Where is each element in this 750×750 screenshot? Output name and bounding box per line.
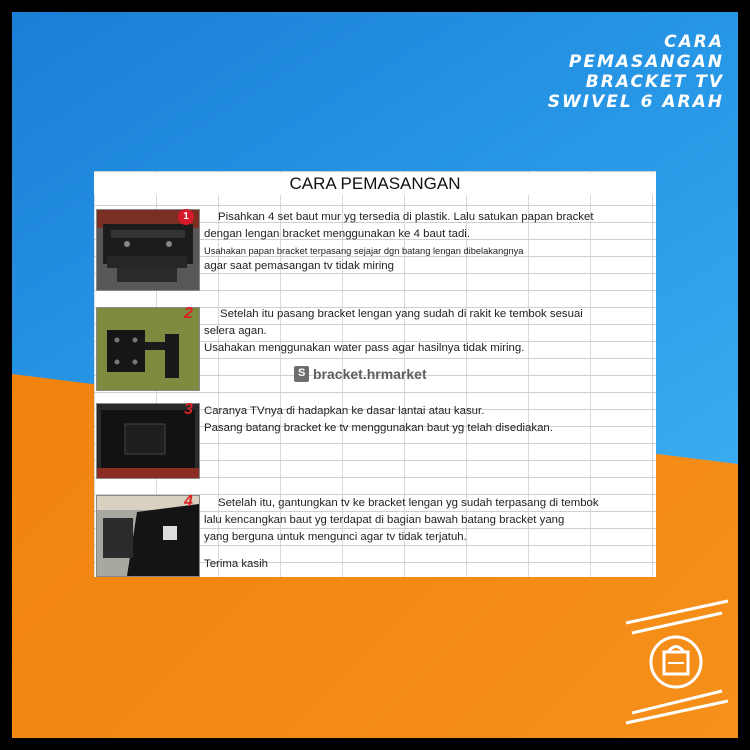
step-1-line-4: agar saat pemasangan tv tidak miring [204, 260, 394, 272]
instruction-sheet [94, 171, 656, 577]
step-2-line-2: selera agan. [204, 325, 267, 337]
title-line-1: CARA [664, 32, 724, 52]
step-2-line-3: Usahakan menggunakan water pass agar hasilnya tidak miring. [204, 342, 525, 354]
step-4 [94, 495, 656, 577]
shop-watermark [294, 366, 427, 382]
watermark-text: bracket.hrmarket [313, 366, 427, 382]
step-4-number: 4 [184, 493, 193, 510]
hr-market-logo [624, 597, 730, 727]
poster-frame [12, 12, 738, 738]
step-1-badge: 1 [178, 209, 194, 225]
poster-title [494, 32, 724, 112]
step-2-text [204, 306, 650, 357]
step-4-line-2: lalu kencangkan baut yg terdapat di bagian bawah batang bracket yang [204, 514, 565, 526]
step-1-line-1: Pisahkan 4 set baut mur yg tersedia di plastik. Lalu satukan papan bracket [218, 211, 594, 223]
step-1-line-2: dengan lengan bracket menggunakan ke 4 baut tadi. [204, 228, 470, 240]
step-3-text [204, 403, 650, 437]
step-4-text [204, 495, 650, 573]
shopee-bag-icon [294, 366, 309, 382]
step-4-line-3: yang berguna untuk mengunci agar tv tidak terjatuh. [204, 531, 467, 543]
title-line-2: PEMASANGAN [568, 52, 724, 72]
step-1-text [204, 209, 650, 275]
step-3-line-2: Pasang batang bracket ke tv menggunakan baut yg telah disediakan. [204, 422, 553, 434]
step-4-line-4: Terima kasih [204, 558, 268, 570]
step-1 [94, 207, 656, 293]
title-line-3: BRACKET TV [585, 72, 724, 92]
step-4-line-1: Setelah itu, gantungkan tv ke bracket lengan yg sudah terpasang di tembok [218, 497, 599, 509]
step-2-number: 2 [184, 305, 193, 322]
step-1-line-3: Usahakan papan bracket terpasang sejajar dgn batang lengan dibelakangnya [204, 246, 524, 256]
step-2-line-1: Setelah itu pasang bracket lengan yang sudah di rakit ke tembok sesuai [220, 308, 583, 320]
step-3-line-1: Caranya TVnya di hadapkan ke dasar lantai atau kasur. [204, 405, 485, 417]
sheet-heading: CARA PEMASANGAN [94, 173, 656, 195]
step-3 [94, 403, 656, 483]
title-line-4: SWIVEL 6 ARAH [547, 92, 724, 112]
step-3-number: 3 [184, 401, 193, 418]
